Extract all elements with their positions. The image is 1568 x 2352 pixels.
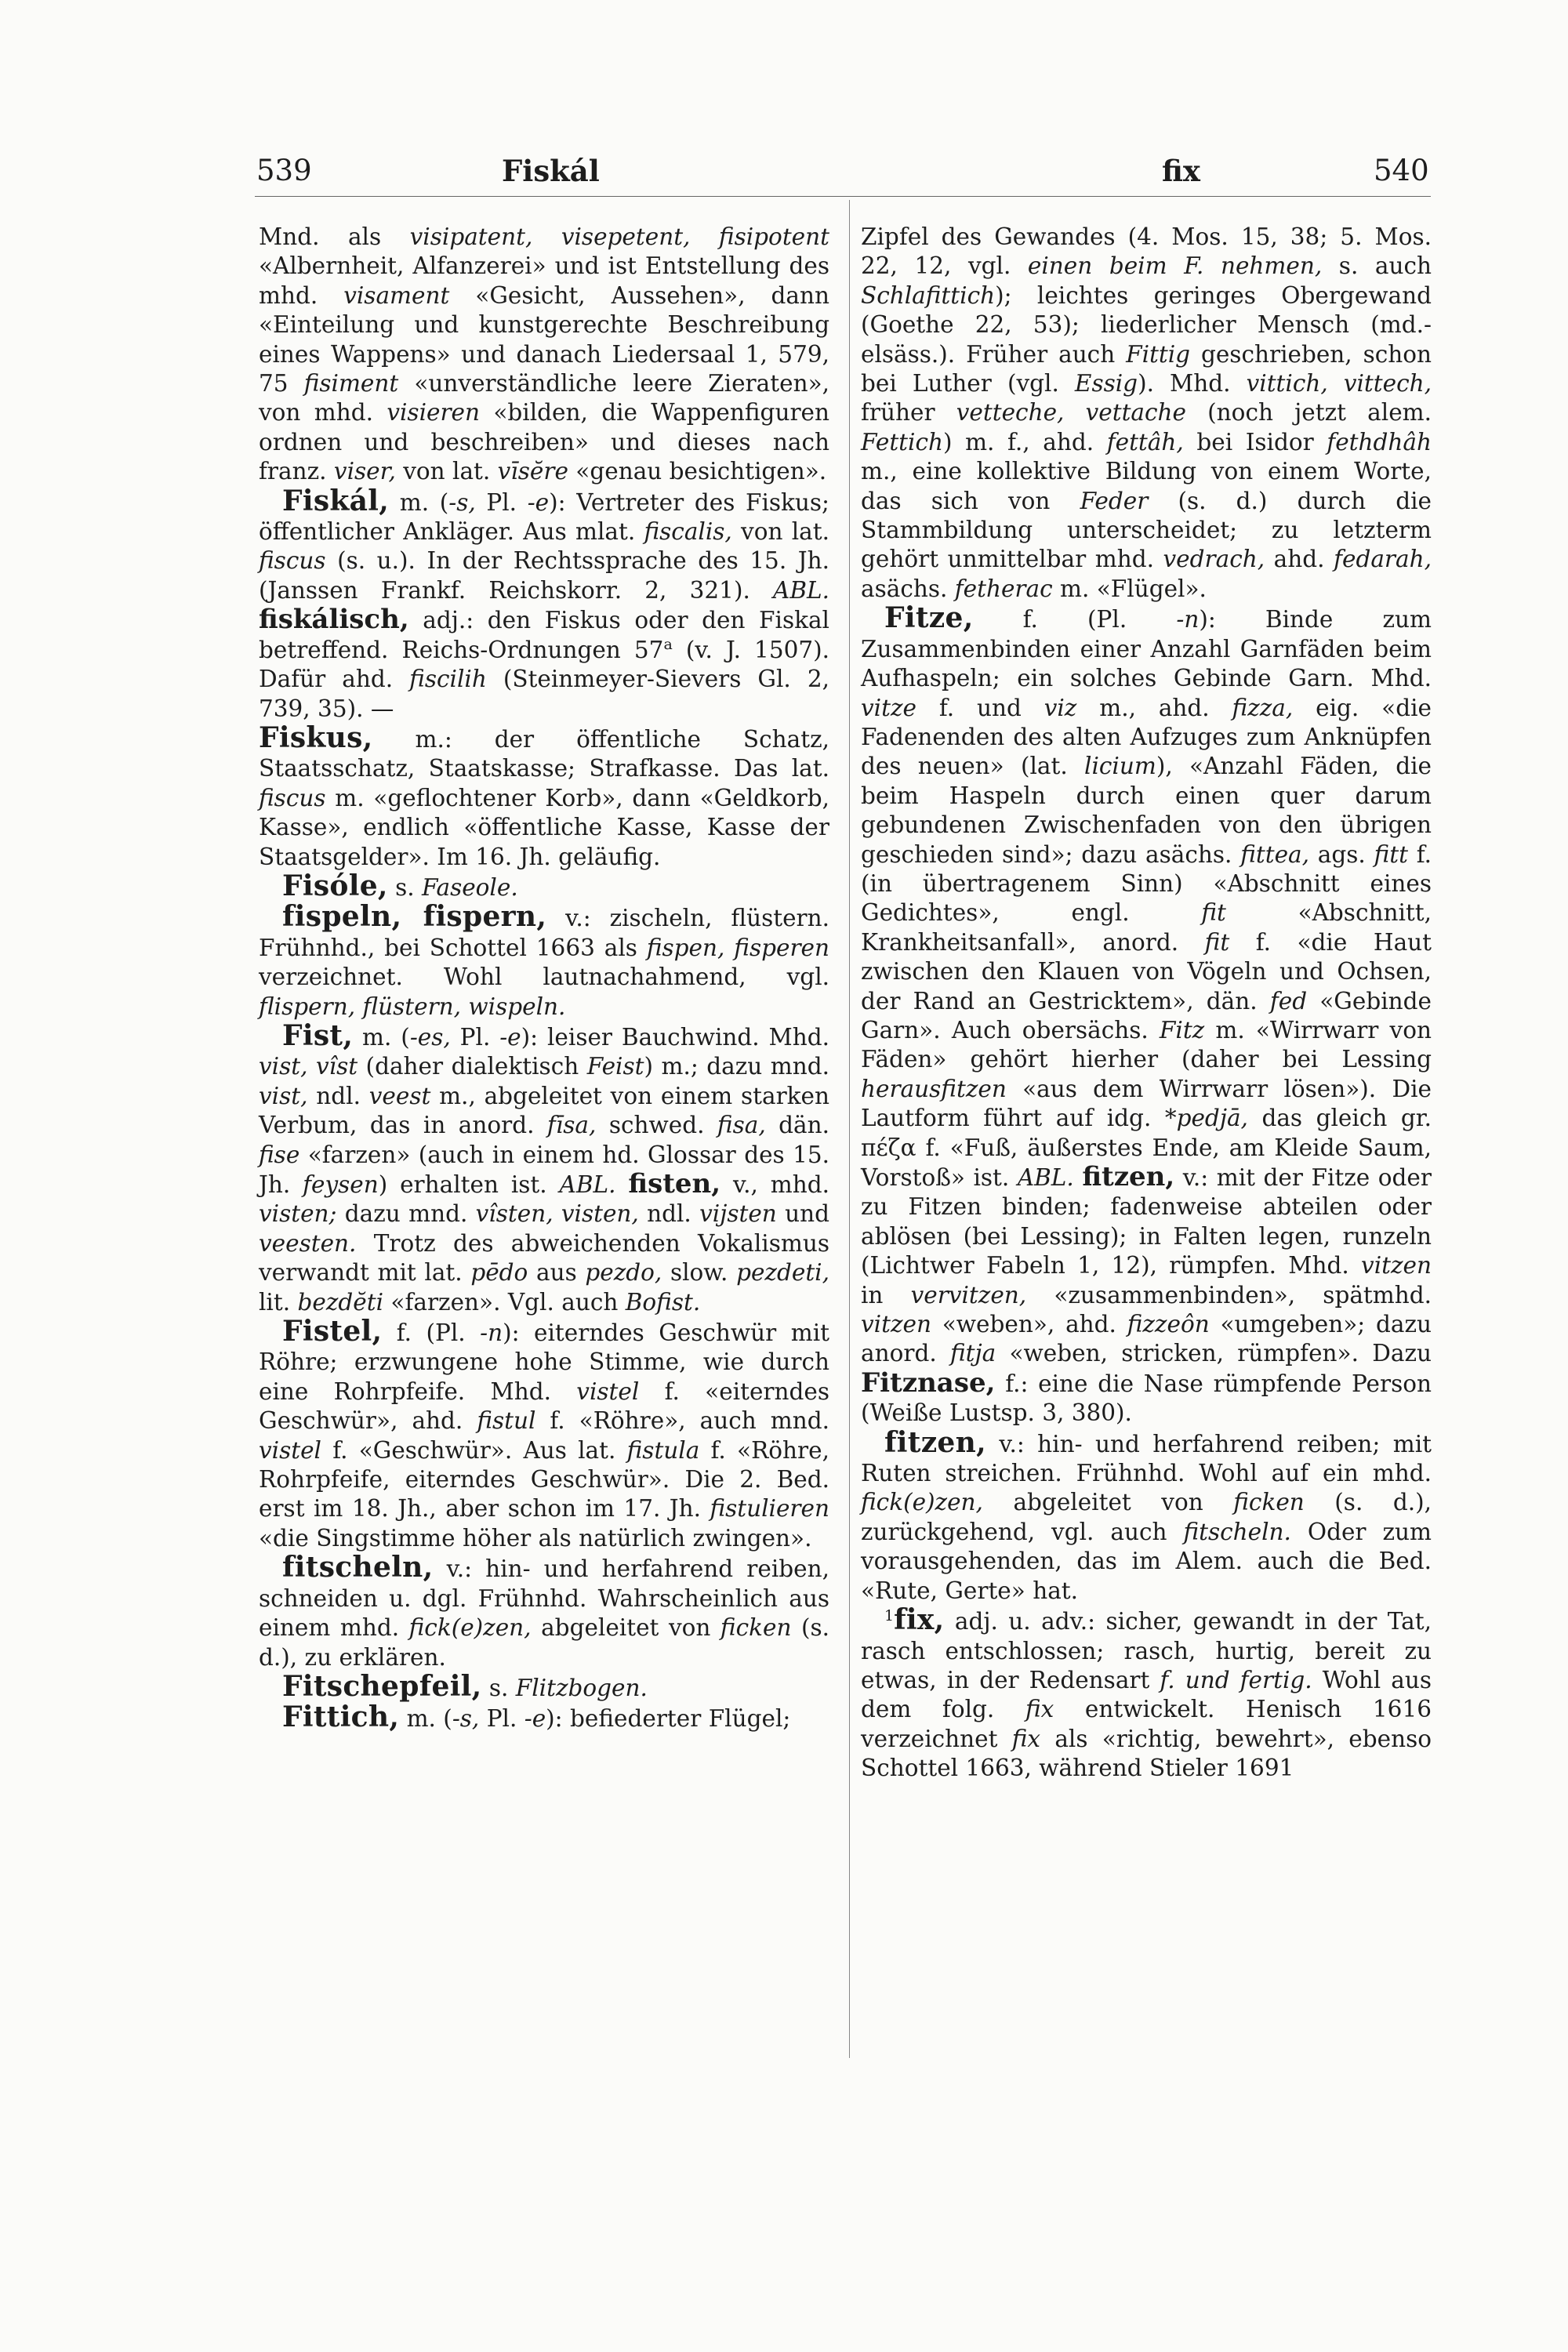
header-rule xyxy=(255,196,1431,197)
entry-fitze: Fitze, f. (Pl. -n): Binde zum Zusammenbinden einer Anzahl Garnfäden beim Aufhaspeln; ein solches Gebinde Garn. Mhd. vitze f. und viz m., ahd. fizza, eig. «die Fadenenden des alten Aufzuges zum Anknüpfen des neuen» (lat. licium), «Anzahl Fäden, die beim Haspeln durch einen quer darum gebundenen Zwischenfaden von den übrigen geschieden sind»; dazu asächs. fittea, ags. fitt f. (in übertragenem Sinn) «Abschnitt eines Gedichtes», engl. fit «Abschnitt, Krankheitsanfall», anord. fit f. «die Haut zwischen den Klauen von Vögeln und Ochsen, der Rand an Gestricktem», dän. fed «Gebinde Garn». Auch obersächs. Fitz m. «Wirrwarr von Fäden» gehört hierher (daher bei Lessing herausfitzen «aus dem Wirrwarr lösen»). Die Lautform führt auf idg. *pedjā, das gleich gr. πέζα f. «Fuß, äußerstes Ende, am Kleide Saum, Vorstoß» ist. ABL. fitzen, v.: mit der Fitze oder zu Fitzen binden; fadenweise abteilen oder ablösen (bei Lessing); in Falten legen, runzeln (Lichtwer Fabeln 1, 12), rümpfen. Mhd. vitzen in vervitzen, «zusammenbinden», spätmhd. vitzen «weben», ahd. fizzeôn «umgeben»; dazu anord. fitja «weben, stricken, rümpfen». Dazu Fitznase, f.: eine die Nase rümpfende Person (Weiße Lustsp. 3, 380). xyxy=(861,601,1432,1427)
headword: fitscheln, xyxy=(282,1551,434,1584)
entry-fitzen: fitzen, v.: hin- und herfahrend reiben; mit Ruten streichen. Frühnhd. Wohl auf ein mhd. fick(e)zen, abgeleitet von ficken (s. d.), zurückgehend, vgl. auch fitscheln. Oder zum vorausgehenden, das im Alem. auch die Bed. «Rute, Gerte» hat. xyxy=(861,1425,1432,1604)
entry-fispeln: fispeln, fispern, v.: zischeln, flüstern. Frühnhd., bei Schottel 1663 als fispen, fisperen verzeichnet. Wohl lautnachahmend, vgl. flispern, flüstern, wispeln. xyxy=(259,900,830,1020)
entry-fitscheln: fitscheln, v.: hin- und herfahrend reiben, schneiden u. dgl. Frühnhd. Wahrscheinlich aus einem mhd. fick(e)zen, abgeleitet von ficken (s. d.), zu erklären. xyxy=(259,1551,829,1671)
headword: Fistel, xyxy=(282,1315,383,1348)
headword: Fiskál, xyxy=(282,484,390,517)
right-page-number: 540 xyxy=(1374,154,1429,187)
headword: Fiskus, xyxy=(259,720,373,754)
headword: Fitschepfeil, xyxy=(282,1669,482,1703)
headword: fitzen, xyxy=(884,1425,986,1459)
left-page-number: 539 xyxy=(256,154,312,187)
entry-fittich: Fittich, m. (-s, Pl. -e): befiederter Flügel; xyxy=(282,1700,791,1734)
headword: Fitze, xyxy=(884,601,974,635)
entry-fiskus: Fiskus, m.: der öffentliche Schatz, Staatsschatz, Staatskasse; Strafkasse. Das lat. fiscus m. «geflochtener Korb», dann «Geldkorb, Kasse», endlich «öffentliche Kasse, Kasse der Staatsgelder». Im 16. Jh. geläufig. xyxy=(259,720,829,870)
headword: Fisóle, xyxy=(282,869,388,902)
headword: fix, xyxy=(894,1603,945,1637)
entry-fisole: Fisóle, s. Faseole. xyxy=(282,869,518,902)
column-divider xyxy=(849,200,850,2058)
right-column xyxy=(861,223,1432,1784)
entry-fist: Fist, m. (-es, Pl. -e): leiser Bauchwind. Mhd. vist, vîst (daher dialektisch Feist) m.; dazu mnd. vist, ndl. veest m., abgeleitet von einem starken Verbum, das in anord. fīsa, schwed. fisa, dän. fise «farzen» (auch in einem hd. Glossar des 15. Jh. feysen) erhalten ist. ABL. fisten, v., mhd. visten; dazu mnd. vîsten, visten, ndl. vijsten und veesten. Trotz des abweichenden Vokalismus verwandt mit lat. pēdo aus pezdo, slow. pezdeti, lit. bezdĕti «farzen». Vgl. auch Bofist. xyxy=(259,1018,829,1316)
entry-continuation: Mnd. als visipatent, visepetent, fisipotent «Albernheit, Alfanzerei» und ist Entstellung des mhd. visament «Gesicht, Aussehen», dann «Einteilung und kunstgerechte Beschreibung eines Wappens» und danach Liedersaal 1, 579, 75 fisiment «unverständliche leere Zieraten», von mhd. visieren «bilden, die Wappenfiguren ordnen und beschreiben» und dieses nach franz. viser, von lat. vīsĕre «genau besichtigen». xyxy=(259,223,829,485)
entry-fistel: Fistel, f. (Pl. -n): eiterndes Geschwür mit Röhre; erzwungene hohe Stimme, wie durch eine Rohrpfeife. Mhd. vistel f. «eiterndes Geschwür», ahd. fistul f. «Röhre», auch mnd. vistel f. «Geschwür». Aus lat. fistula f. «Röhre, Rohrpfeife, eiterndes Geschwür». Die 2. Bed. erst im 18. Jh., aber schon im 17. Jh. fistulieren «die Singstimme höher als natürlich zwingen». xyxy=(259,1315,830,1552)
entry-fittich-continuation: Zipfel des Gewandes (4. Mos. 15, 38; 5. Mos. 22, 12, vgl. einen beim F. nehmen, s. auch Schlafittich); leichtes geringes Obergewand (Goethe 22, 53); liederlicher Mensch (md.-elsäss.). Früher auch Fittig geschrieben, schon bei Luther (vgl. Essig). Mhd. vittich, vittech, früher vetteche, vettache (noch jetzt alem. Fettich) m. f., ahd. fettâh, bei Isidor fethdhâh m., eine kollektive Bildung von einem Worte, das sich von Feder (s. d.) durch die Stammbildung unterscheidet; zu letzterm gehört unmittelbar mhd. vedrach, ahd. fedarah, asächs. fetherac m. «Flügel». xyxy=(861,223,1432,602)
entry-fiskal: Fiskál, m. (-s, Pl. -e): Vertreter des Fiskus; öffentlicher Ankläger. Aus mlat. fiscalis, von lat. fiscus (s. u.). In der Rechtssprache des 15. Jh. (Janssen Frankf. Reichskorr. 2, 321). ABL. fiskálisch, adj.: den Fiskus oder den Fiskal betreffend. Reichs-Ordnungen 57$^a$ (v. J. 1507). Dafür ahd. fiscilih (Steinmeyer-Sievers Gl. 2, 739, 35). — xyxy=(259,484,830,722)
left-column xyxy=(259,223,829,1734)
headword: Fist, xyxy=(282,1018,354,1052)
headword: Fittich, xyxy=(282,1700,400,1734)
headword: fispeln, fispern, xyxy=(282,900,547,934)
right-running-head: fix xyxy=(1162,154,1200,188)
left-running-head: Fiskál xyxy=(502,154,600,188)
entry-fix: $^1$fix, adj. u. adv.: sicher, gewandt in der Tat, rasch entschlossen; rasch, hurtig, bereit zu etwas, in der Redensart f. und fertig. Wohl aus dem folg. fix entwickelt. Henisch 1616 verzeichnet fix als «richtig, bewehrt», ebenso Schottel 1663, während Stieler 1691 xyxy=(861,1603,1432,1782)
entry-fitschepfeil: Fitschepfeil, s. Flitzbogen. xyxy=(282,1669,648,1703)
